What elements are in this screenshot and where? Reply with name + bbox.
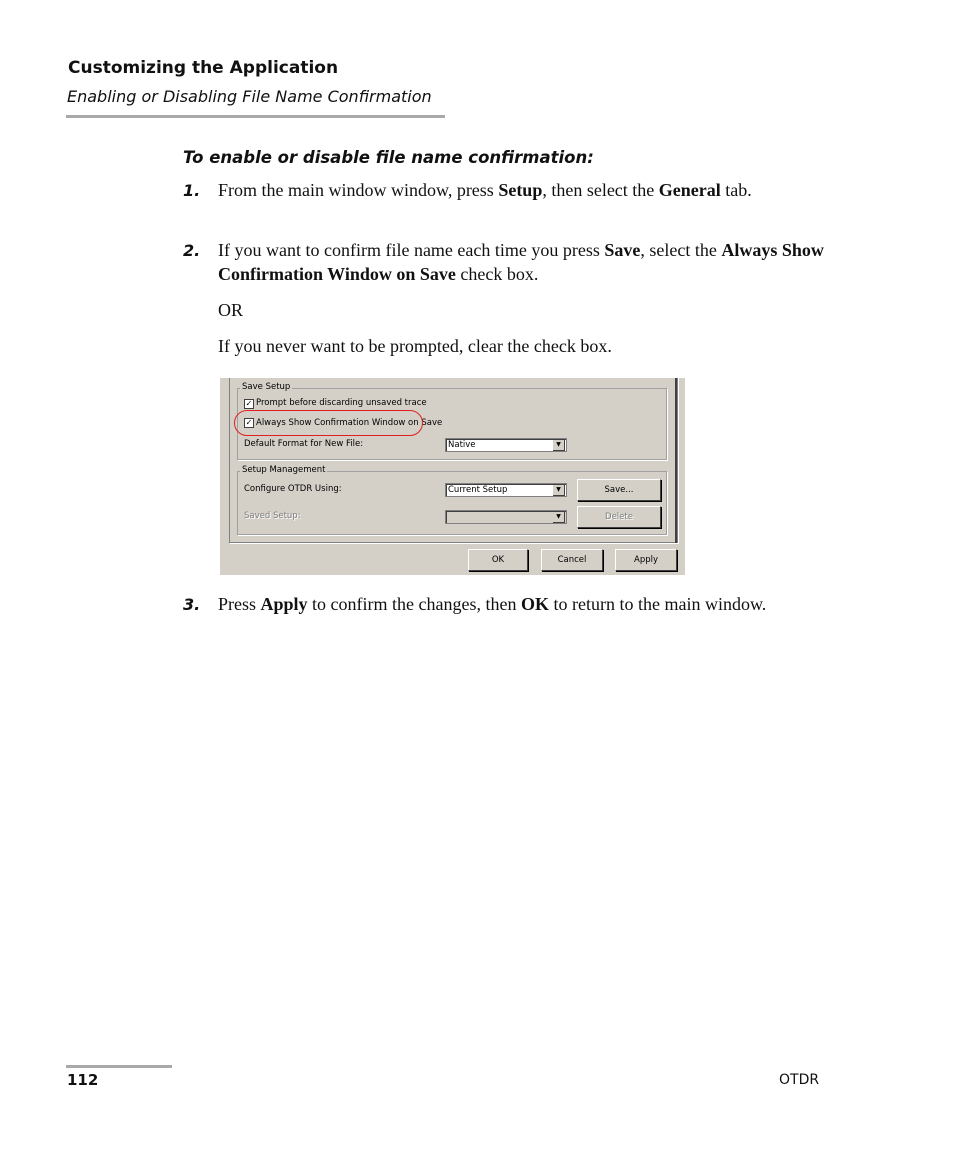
default-format-value: Native — [448, 440, 476, 450]
section-title: Enabling or Disabling File Name Confirmation — [67, 87, 432, 106]
procedure-heading: To enable or disable file name confirmation: — [183, 148, 594, 167]
step-2-text: If you want to confirm file name each time you press Save, select the Always Show Confirmation Window on Save check box. — [218, 240, 824, 284]
saved-setup-select[interactable] — [445, 510, 567, 524]
checkmark-icon: ✓ — [245, 418, 253, 427]
prompt-discard-label: Prompt before discarding unsaved trace — [256, 398, 427, 408]
ok-term: OK — [520, 594, 549, 614]
step-number-2: 2. — [183, 241, 201, 260]
setup-term: Setup — [498, 180, 543, 200]
step-2-alternative: If you never want to be prompted, clear the check box. — [218, 336, 612, 356]
cancel-button[interactable]: Cancel — [541, 549, 603, 571]
highlight-annotation — [234, 410, 423, 436]
checkmark-icon: ✓ — [245, 399, 253, 408]
step-1-text: From the main window window, press Setup, then select the General tab. — [218, 180, 752, 200]
save-setup-group-label: Save Setup — [242, 382, 291, 392]
page-number: 112 — [67, 1071, 99, 1089]
delete-setup-button[interactable]: Delete — [577, 506, 661, 528]
always-show-term: Always Show Confirmation Window on Save — [218, 240, 824, 284]
apply-button[interactable]: Apply — [615, 549, 677, 571]
footer-rule — [66, 1065, 172, 1068]
setup-management-group-label: Setup Management — [242, 465, 326, 475]
chevron-down-icon: ▼ — [553, 512, 565, 523]
ok-button[interactable]: OK — [468, 549, 528, 571]
saved-setup-label: Saved Setup: — [244, 511, 301, 521]
apply-term: Apply — [260, 594, 308, 614]
configure-otdr-value: Current Setup — [448, 485, 508, 495]
step-number-1: 1. — [183, 181, 201, 200]
default-format-select[interactable] — [445, 438, 567, 452]
product-name: OTDR — [779, 1072, 820, 1088]
chapter-title: Customizing the Application — [68, 58, 339, 78]
configure-otdr-select[interactable] — [445, 483, 567, 497]
general-term: General — [658, 180, 721, 200]
header-rule — [66, 115, 445, 118]
scrollbar-edge — [675, 378, 677, 543]
save-setup-button[interactable]: Save... — [577, 479, 661, 501]
step-number-3: 3. — [183, 595, 201, 614]
prompt-discard-checkbox[interactable] — [244, 399, 254, 409]
chevron-down-icon: ▼ — [553, 485, 565, 496]
step-2-or: OR — [218, 300, 244, 320]
chevron-down-icon: ▼ — [553, 440, 565, 451]
general-tab-screenshot — [220, 378, 685, 575]
default-format-label: Default Format for New File: — [244, 439, 364, 449]
save-term: Save — [604, 240, 641, 260]
step-3-text: Press Apply to confirm the changes, then OK to return to the main window. — [218, 594, 767, 614]
configure-otdr-label: Configure OTDR Using: — [244, 484, 342, 494]
always-confirm-label: Always Show Confirmation Window on Save — [256, 418, 443, 428]
